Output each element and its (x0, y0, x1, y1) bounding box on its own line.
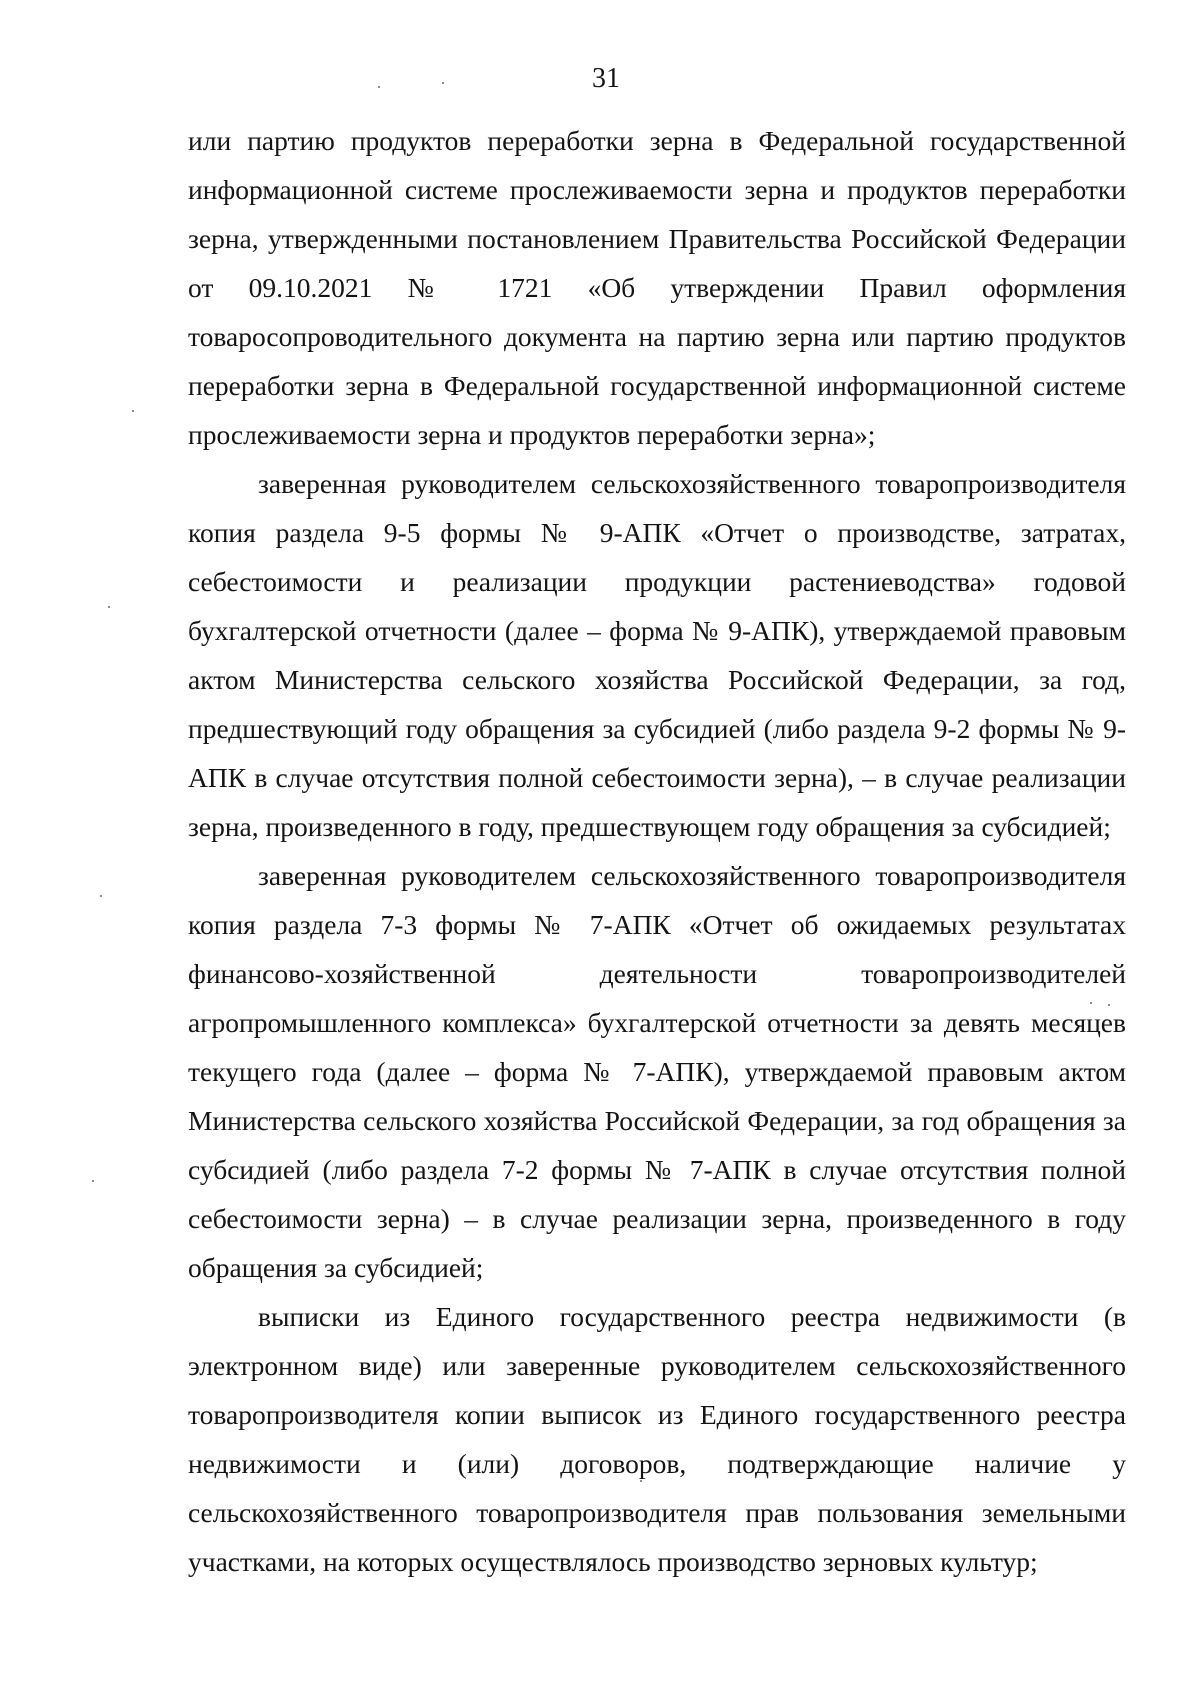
scan-speck (1090, 1002, 1092, 1004)
paragraph-form-7-apk: заверенная руководителем сельскохозяйственного товаропроизводителя копия раздела 7-3 формы № 7-АПК «Отчет об ожидаемых результатах финансово-хозяйственной деятельности товаропроизводителей агропромышленного комплекса» бухгалтерской отчетности за девять месяцев текущего года (далее – форма № 7-АПК), утверждаемой правовым актом Министерства сельского хозяйства Российской Федерации, за год обращения за субсидией (либо раздела 7-2 формы № 7-АПК в случае отсутствия полной себестоимости зерна) – в случае реализации зерна, произведенного в году обращения за субсидией; (188, 860, 1126, 1283)
scan-speck (92, 1180, 94, 1182)
scan-speck (100, 895, 102, 897)
scan-speck (108, 606, 110, 608)
scan-speck (640, 1480, 642, 1482)
paragraph-egrn-extracts: выписки из Единого государственного реестра недвижимости (в электронном виде) или заверенные руководителем сельскохозяйственного товаропроизводителя копии выписок из Единого государственного реестра недвижимости и (или) договоров, подтверждающие наличие у сельскохозяйственного товаропроизводителя прав пользования земельными участками, на которых осуществлялось производство зерновых культур; (188, 1301, 1126, 1577)
scan-speck (1108, 1004, 1110, 1006)
paragraph-form-9-apk: заверенная руководителем сельскохозяйственного товаропроизводителя копия раздела 9-5 формы № 9-АПК «Отчет о производстве, затратах, себестоимости и реализации продукции растениеводства» годовой бухгалтерской отчетности (далее – форма № 9-АПК), утверждаемой правовым актом Министерства сельского хозяйства Российской Федерации, за год, предшествующий году обращения за субсидией (либо раздела 9-2 формы № 9-АПК в случае отсутствия полной себестоимости зерна), – в случае реализации зерна, произведенного в году, предшествующем году обращения за субсидией; (188, 468, 1126, 842)
paragraph-continuation: или партию продуктов переработки зерна в Федеральной государственной информационной системе прослеживаемости зерна и продуктов переработки зерна, утвержденными постановлением Правительства Российской Федерации от 09.10.2021 № 1721 «Об утверждении Правил оформления товаросопроводительного документа на партию зерна или партию продуктов переработки зерна в Федеральной государственной информационной системе прослеживаемости зерна и продуктов переработки зерна»; (188, 125, 1126, 450)
document-body (188, 116, 1126, 1586)
scan-speck (378, 86, 380, 88)
scan-speck (442, 82, 444, 84)
scan-speck (132, 410, 134, 412)
page-number: 31 (592, 63, 620, 94)
